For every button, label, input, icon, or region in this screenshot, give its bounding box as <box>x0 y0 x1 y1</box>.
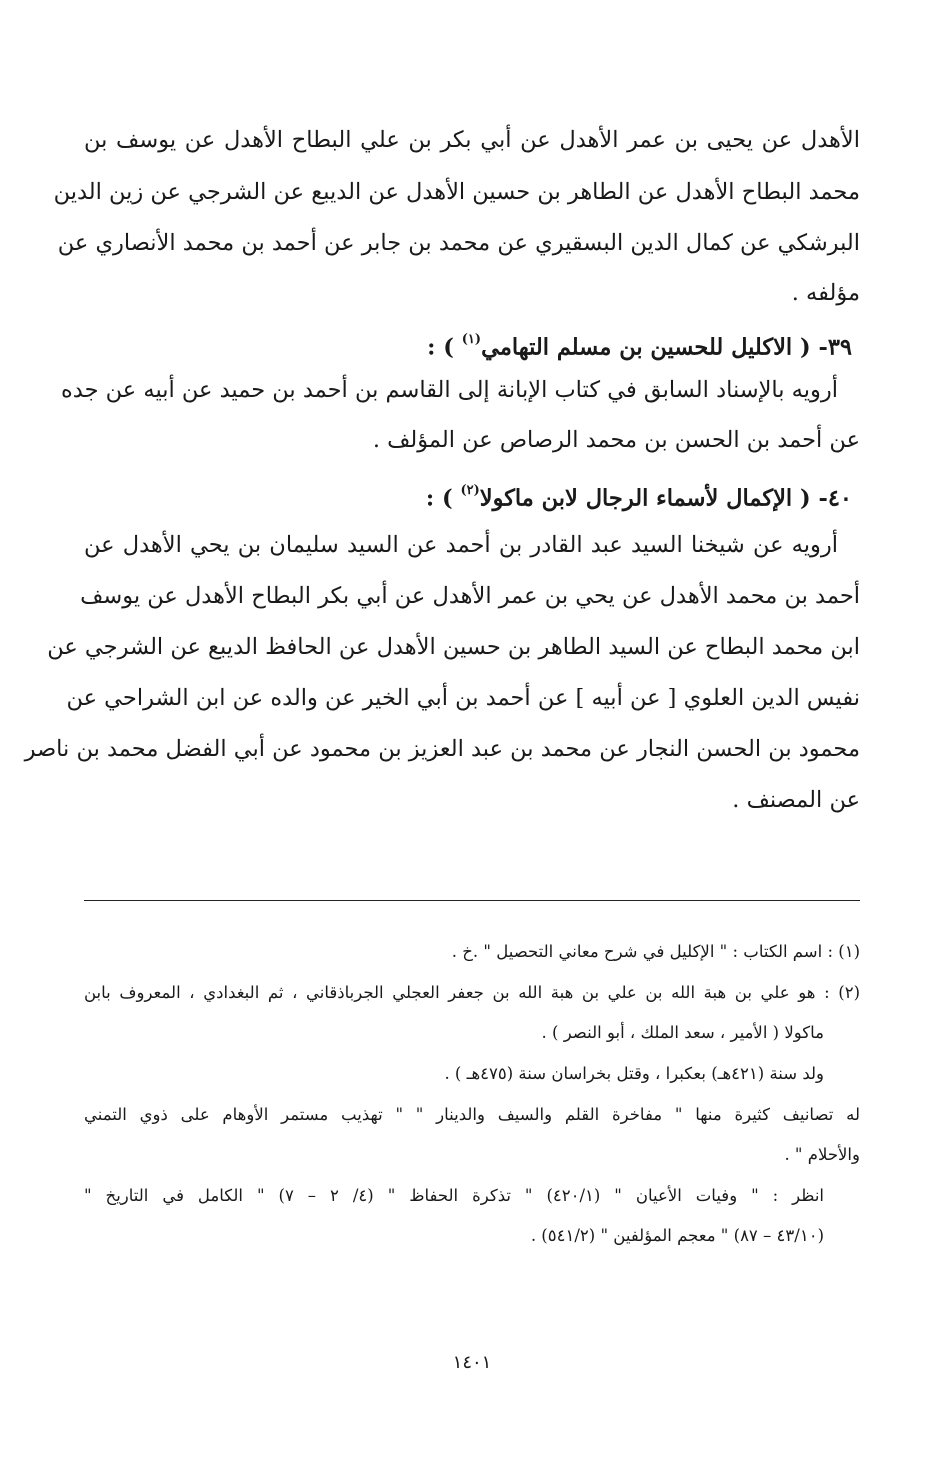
entry-close: ) : <box>427 334 454 361</box>
footnote-divider <box>84 900 860 901</box>
entry-title: الإكمال لأسماء الرجال لابن ماكولا <box>479 485 793 512</box>
footnote-ref: (١) <box>461 332 482 347</box>
book-page: الأهدل عن يحيى بن عمر الأهدل عن أبي بكر بن علي البطاح الأهدل عن يوسف بن محمد البطاح الأهدل عن الطاهر بن حسين الأهدل عن الديبع عن الشرجي عن زين الدين البرشكي عن كمال الدين البسقيري عن محمد بن جابر عن أحمد بن محمد الأنصاري عن مؤلفه . ٣٩- ( الاكليل للحسين بن مسلم التهامي$^{(١)}$ ) : أرويه بالإسناد السابق في كتاب الإبانة إلى القاسم بن أحمد بن حميد عن أبيه عن جده عن أحمد بن الحسن بن محمد الرصاص عن المؤلف . ٤٠- ( الإكمال لأسماء الرجال لابن ماكولا$^{(٢)}$ ) : أرويه عن شيخنا السيد عبد القادر بن أحمد عن السيد سليمان بن يحي الأهدل عن أحمد بن محمد الأهدل عن يحي بن عمر الأهدل عن أبي بكر البطاح الأهدل عن يوسف ابن محمد البطاح عن السيد الطاهر بن حسين الأهدل عن الحافظ الديبع عن الشرجي عن نفيس الدين العلوي [ عن أبيه ] عن أحمد بن أبي الخير عن والده عن ابن الشراحي عن محمود بن الحسن النجار عن محمد بن عبد العزيز بن محمود عن أبي الفضل محمد بن ناصر عن المصنف . (١) : اسم الكتاب : " الإكليل في شرح معاني التحصيل " .خ . (٢) : هو علي بن هبة الله بن علي بن هبة الله بن جعفر العجلي الجرباذقاني ، ثم البغدادي ، المعروف بابن ماكولا ( الأمير ، سعد الملك ، أبو النصر ) . ولد سنة (٤٢١هـ) بعكبرا ، وقتل بخراسان سنة (٤٧٥هـ ) . له تصانيف كثيرة منها " مفاخرة القلم والسيف والدينار " " تهذيب مستمر الأوهام على ذوي التمني والأحلام " . انظر : " وفيات الأعيان " (٤٢٠/١) " تذكرة الحفاظ " (٤/ ٢ – ٧) " الكامل في التاريخ " (٤٣/١٠ – ٨٧) " معجم المؤلفين " (٥٤١/٢) . ١٤٠١ <box>0 0 944 1477</box>
entry-number: ٣٩- ( <box>800 334 852 361</box>
footnote-ref: (٢) <box>460 483 480 498</box>
entry-number: ٤٠- ( <box>800 485 852 512</box>
entry-close: ) : <box>425 485 453 512</box>
entry-title: الاكليل للحسين بن مسلم التهامي <box>481 334 793 361</box>
page-number: ١٤٠١ <box>452 1352 492 1373</box>
